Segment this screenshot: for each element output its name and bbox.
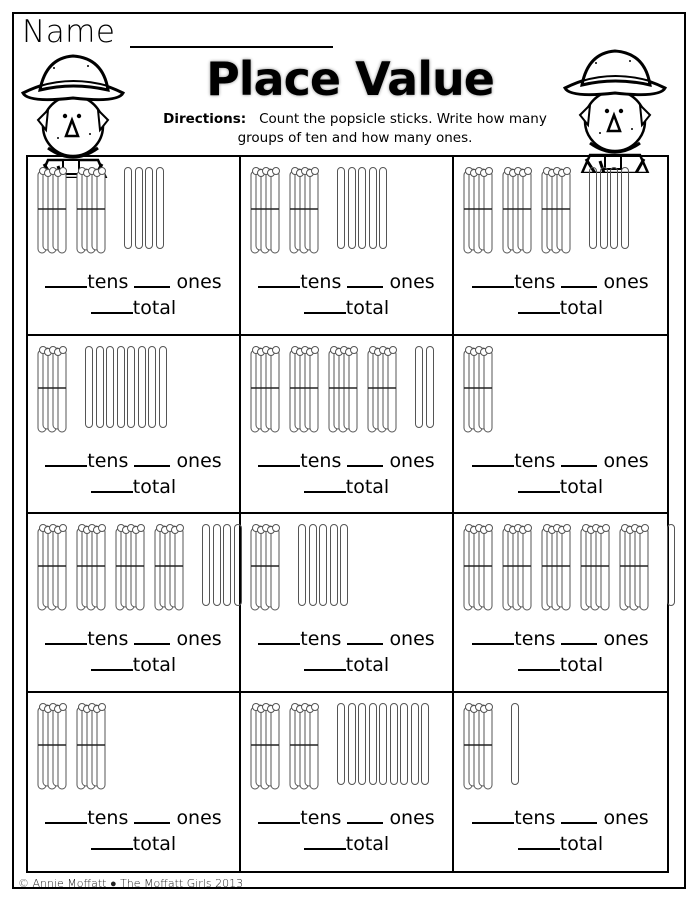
- popsicle-stick-icon: [511, 703, 519, 785]
- popsicle-stick-icon: [390, 703, 398, 785]
- ones-label: ones: [603, 806, 649, 829]
- popsicle-stick-bundle-icon: [501, 524, 533, 612]
- answer-labels: [454, 626, 667, 678]
- tens-ones-row: [241, 626, 452, 652]
- problem-cell-6: [454, 336, 667, 515]
- tens-label: tens: [300, 449, 342, 472]
- total-row: [241, 831, 452, 857]
- popsicle-stick-bundle-icon: [75, 167, 107, 255]
- tens-answer-blank[interactable]: [472, 272, 514, 288]
- loose-sticks: [124, 167, 162, 249]
- popsicle-stick-icon: [148, 346, 156, 428]
- popsicle-stick-icon: [426, 346, 434, 428]
- tens-answer-blank[interactable]: [472, 808, 514, 824]
- popsicle-stick-icon: [358, 703, 366, 785]
- total-label: total: [345, 297, 390, 319]
- popsicle-stick-icon: [337, 703, 345, 785]
- popsicle-sticks-area: [462, 346, 661, 436]
- tens-ones-row: [241, 805, 452, 831]
- tens-ones-row: [28, 805, 239, 831]
- ones-answer-blank[interactable]: [347, 808, 383, 824]
- popsicle-stick-icon: [621, 167, 629, 249]
- total-label: total: [345, 832, 390, 855]
- popsicle-sticks-area: [462, 167, 661, 257]
- directions-text-line1: Count the popsicle sticks. Write how many: [259, 111, 547, 127]
- ones-answer-blank[interactable]: [134, 808, 170, 824]
- ones-answer-blank[interactable]: [347, 629, 383, 645]
- popsicle-stick-bundle-icon: [288, 703, 320, 791]
- ones-label: ones: [603, 449, 649, 472]
- popsicle-stick-icon: [223, 524, 231, 606]
- total-label: total: [559, 654, 604, 676]
- popsicle-stick-icon: [138, 346, 146, 428]
- ones-answer-blank[interactable]: [561, 808, 597, 824]
- popsicle-stick-icon: [369, 703, 377, 785]
- total-answer-blank[interactable]: [91, 477, 133, 493]
- popsicle-stick-bundle-icon: [36, 346, 68, 434]
- total-label: total: [559, 475, 604, 498]
- popsicle-stick-icon: [411, 703, 419, 785]
- total-answer-blank[interactable]: [304, 477, 346, 493]
- popsicle-stick-icon: [85, 346, 93, 428]
- tens-label: tens: [514, 628, 556, 650]
- popsicle-stick-bundle-icon: [36, 524, 68, 612]
- popsicle-stick-icon: [117, 346, 125, 428]
- total-row: [28, 474, 239, 500]
- tens-label: tens: [514, 449, 556, 472]
- ones-answer-blank[interactable]: [347, 451, 383, 467]
- tens-ones-row: [28, 626, 239, 652]
- total-row: [454, 295, 667, 321]
- popsicle-sticks-area: [36, 346, 233, 436]
- total-row: [241, 295, 452, 321]
- ones-label: ones: [176, 628, 222, 650]
- ones-label: ones: [176, 271, 222, 293]
- popsicle-stick-bundle-icon: [153, 524, 185, 612]
- total-label: total: [345, 475, 390, 498]
- ones-answer-blank[interactable]: [134, 272, 170, 288]
- total-label: total: [559, 832, 604, 855]
- total-row: [28, 295, 239, 321]
- loose-sticks: [589, 167, 627, 249]
- tens-answer-blank[interactable]: [45, 629, 87, 645]
- tens-ones-row: [28, 269, 239, 295]
- popsicle-stick-bundle-icon: [366, 346, 398, 434]
- loose-sticks: [667, 524, 673, 606]
- problem-cell-1: [28, 157, 241, 336]
- popsicle-stick-bundle-icon: [249, 167, 281, 255]
- total-row: [454, 652, 667, 678]
- total-label: total: [132, 297, 177, 319]
- popsicle-sticks-area: [36, 703, 233, 793]
- popsicle-stick-bundle-icon: [36, 703, 68, 791]
- popsicle-stick-icon: [96, 346, 104, 428]
- popsicle-stick-icon: [213, 524, 221, 606]
- tens-ones-row: [454, 805, 667, 831]
- total-label: total: [559, 297, 604, 319]
- popsicle-sticks-area: [462, 703, 661, 793]
- popsicle-sticks-area: [249, 346, 446, 436]
- popsicle-stick-icon: [589, 167, 597, 249]
- total-row: [28, 652, 239, 678]
- popsicle-stick-bundle-icon: [540, 524, 572, 612]
- tens-answer-blank[interactable]: [45, 808, 87, 824]
- total-answer-blank[interactable]: [91, 655, 133, 671]
- ones-answer-blank[interactable]: [561, 629, 597, 645]
- popsicle-stick-icon: [145, 167, 153, 249]
- total-answer-blank[interactable]: [304, 298, 346, 314]
- problem-cell-3: [454, 157, 667, 336]
- popsicle-sticks-area: [249, 167, 446, 257]
- loose-sticks: [337, 703, 427, 785]
- directions: [140, 110, 570, 148]
- total-answer-blank[interactable]: [91, 834, 133, 850]
- ones-label: ones: [389, 449, 435, 472]
- popsicle-stick-icon: [202, 524, 210, 606]
- tens-ones-row: [241, 448, 452, 474]
- tens-ones-row: [454, 269, 667, 295]
- ones-label: ones: [176, 806, 222, 829]
- total-row: [454, 474, 667, 500]
- tens-label: tens: [87, 271, 129, 293]
- total-row: [241, 652, 452, 678]
- loose-sticks: [337, 167, 385, 249]
- tens-answer-blank[interactable]: [258, 629, 300, 645]
- popsicle-stick-icon: [135, 167, 143, 249]
- total-label: total: [132, 475, 177, 498]
- popsicle-stick-icon: [124, 167, 132, 249]
- answer-labels: [28, 269, 239, 321]
- problem-cell-12: [454, 693, 667, 872]
- ones-answer-blank[interactable]: [561, 272, 597, 288]
- total-row: [454, 831, 667, 857]
- ones-answer-blank[interactable]: [561, 451, 597, 467]
- loose-sticks: [511, 703, 517, 785]
- problem-cell-5: [241, 336, 454, 515]
- answer-labels: [241, 269, 452, 321]
- ones-label: ones: [389, 806, 435, 829]
- tens-label: tens: [87, 806, 129, 829]
- ones-answer-blank[interactable]: [134, 451, 170, 467]
- popsicle-stick-bundle-icon: [249, 524, 281, 612]
- tens-answer-blank[interactable]: [45, 451, 87, 467]
- problem-cell-8: [241, 514, 454, 693]
- popsicle-stick-bundle-icon: [249, 703, 281, 791]
- popsicle-stick-bundle-icon: [618, 524, 650, 612]
- popsicle-stick-bundle-icon: [75, 524, 107, 612]
- answer-labels: [28, 448, 239, 500]
- popsicle-stick-icon: [159, 346, 167, 428]
- answer-labels: [28, 626, 239, 678]
- popsicle-stick-bundle-icon: [462, 703, 494, 791]
- directions-text-line2: groups of ten and how many ones.: [237, 130, 473, 146]
- popsicle-stick-icon: [400, 703, 408, 785]
- popsicle-stick-icon: [667, 524, 675, 606]
- ones-label: ones: [176, 449, 222, 472]
- answer-labels: [454, 448, 667, 500]
- problem-grid: [26, 155, 669, 873]
- popsicle-stick-bundle-icon: [462, 524, 494, 612]
- popsicle-sticks-area: [36, 167, 233, 257]
- popsicle-stick-icon: [337, 167, 345, 249]
- page-title: Place Value: [206, 52, 494, 106]
- loose-sticks: [415, 346, 432, 428]
- loose-sticks: [298, 524, 346, 606]
- total-answer-blank[interactable]: [304, 655, 346, 671]
- popsicle-stick-bundle-icon: [36, 167, 68, 255]
- tens-answer-blank[interactable]: [258, 272, 300, 288]
- popsicle-stick-icon: [127, 346, 135, 428]
- popsicle-stick-icon: [298, 524, 306, 606]
- popsicle-stick-bundle-icon: [75, 703, 107, 791]
- popsicle-stick-bundle-icon: [579, 524, 611, 612]
- popsicle-stick-icon: [379, 703, 387, 785]
- ones-label: ones: [389, 271, 435, 293]
- popsicle-stick-icon: [600, 167, 608, 249]
- popsicle-sticks-area: [36, 524, 233, 614]
- tens-answer-blank[interactable]: [258, 451, 300, 467]
- popsicle-stick-icon: [330, 524, 338, 606]
- ones-label: ones: [389, 628, 435, 650]
- name-label: Name: [22, 14, 116, 50]
- loose-sticks: [85, 346, 165, 428]
- total-row: [28, 831, 239, 857]
- tens-label: tens: [300, 628, 342, 650]
- problem-cell-7: [28, 514, 241, 693]
- name-field[interactable]: [130, 46, 333, 48]
- popsicle-stick-icon: [309, 524, 317, 606]
- tens-answer-blank[interactable]: [472, 629, 514, 645]
- ones-label: ones: [603, 628, 649, 650]
- problem-cell-11: [241, 693, 454, 872]
- problem-cell-2: [241, 157, 454, 336]
- tens-label: tens: [87, 628, 129, 650]
- total-answer-blank[interactable]: [91, 298, 133, 314]
- popsicle-stick-bundle-icon: [114, 524, 146, 612]
- tens-ones-row: [454, 626, 667, 652]
- tens-label: tens: [300, 806, 342, 829]
- popsicle-stick-bundle-icon: [288, 346, 320, 434]
- popsicle-stick-bundle-icon: [288, 167, 320, 255]
- popsicle-stick-icon: [156, 167, 164, 249]
- popsicle-sticks-area: [462, 524, 661, 614]
- copyright-footer: © Annie Moffatt ● The Moffatt Girls 2013: [18, 877, 244, 890]
- tens-label: tens: [87, 449, 129, 472]
- total-label: total: [345, 654, 390, 676]
- popsicle-stick-icon: [340, 524, 348, 606]
- popsicle-stick-bundle-icon: [462, 167, 494, 255]
- ones-answer-blank[interactable]: [134, 629, 170, 645]
- answer-labels: [454, 805, 667, 857]
- answer-labels: [241, 805, 452, 857]
- popsicle-stick-icon: [319, 524, 327, 606]
- popsicle-stick-icon: [369, 167, 377, 249]
- popsicle-stick-icon: [415, 346, 423, 428]
- scarecrow-icon: [560, 43, 670, 173]
- ones-answer-blank[interactable]: [347, 272, 383, 288]
- total-label: total: [132, 832, 177, 855]
- answer-labels: [241, 626, 452, 678]
- total-answer-blank[interactable]: [518, 298, 560, 314]
- popsicle-sticks-area: [249, 524, 446, 614]
- popsicle-stick-icon: [348, 703, 356, 785]
- tens-label: tens: [300, 271, 342, 293]
- popsicle-stick-icon: [106, 346, 114, 428]
- ones-label: ones: [603, 271, 649, 293]
- total-label: total: [132, 654, 177, 676]
- popsicle-stick-bundle-icon: [249, 346, 281, 434]
- tens-answer-blank[interactable]: [45, 272, 87, 288]
- total-row: [241, 474, 452, 500]
- tens-ones-row: [454, 448, 667, 474]
- popsicle-stick-icon: [348, 167, 356, 249]
- total-answer-blank[interactable]: [518, 477, 560, 493]
- popsicle-stick-bundle-icon: [462, 346, 494, 434]
- tens-label: tens: [514, 271, 556, 293]
- total-answer-blank[interactable]: [518, 834, 560, 850]
- popsicle-stick-icon: [421, 703, 429, 785]
- popsicle-stick-bundle-icon: [327, 346, 359, 434]
- popsicle-stick-icon: [379, 167, 387, 249]
- total-answer-blank[interactable]: [304, 834, 346, 850]
- answer-labels: [454, 269, 667, 321]
- problem-cell-9: [454, 514, 667, 693]
- tens-answer-blank[interactable]: [472, 451, 514, 467]
- answer-labels: [241, 448, 452, 500]
- popsicle-stick-icon: [358, 167, 366, 249]
- tens-label: tens: [514, 806, 556, 829]
- tens-ones-row: [241, 269, 452, 295]
- total-answer-blank[interactable]: [518, 655, 560, 671]
- directions-label: Directions:: [163, 111, 247, 127]
- tens-ones-row: [28, 448, 239, 474]
- popsicle-stick-icon: [610, 167, 618, 249]
- problem-cell-10: [28, 693, 241, 872]
- popsicle-stick-bundle-icon: [501, 167, 533, 255]
- answer-labels: [28, 805, 239, 857]
- popsicle-stick-bundle-icon: [540, 167, 572, 255]
- popsicle-sticks-area: [249, 703, 446, 793]
- loose-sticks: [202, 524, 240, 606]
- tens-answer-blank[interactable]: [258, 808, 300, 824]
- problem-cell-4: [28, 336, 241, 515]
